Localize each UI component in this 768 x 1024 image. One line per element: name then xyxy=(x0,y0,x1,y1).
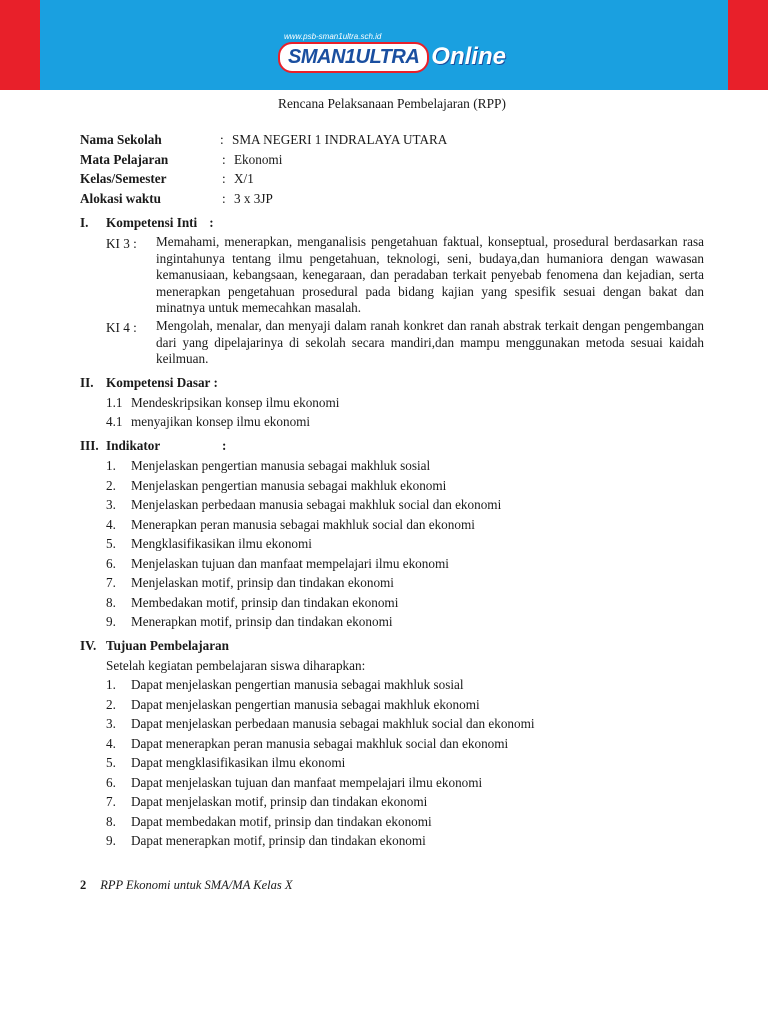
list-item: 8. Membedakan motif, prinsip dan tindakan ekonomi xyxy=(106,594,399,610)
header-banner xyxy=(0,0,768,90)
logo-url: www.psb-sman1ultra.sch.id xyxy=(284,32,382,41)
identity-row: Alokasi waktu : 3 x 3JP xyxy=(80,189,273,209)
header-red-left xyxy=(0,0,40,90)
school-logo xyxy=(278,32,506,78)
identity-row: Mata Pelajaran : Ekonomi xyxy=(80,150,282,170)
identity-row: Kelas/Semester : X/1 xyxy=(80,169,254,189)
header-red-right xyxy=(728,0,768,90)
list-item: 4. Menerapkan peran manusia sebagai makhluk social dan ekonomi xyxy=(106,516,475,532)
list-item: 4. Dapat menerapkan peran manusia sebagai makhluk social dan ekonomi xyxy=(106,735,509,751)
section-heading: II. Kompetensi Dasar : xyxy=(80,375,218,390)
page-title: Rencana Pelaksanaan Pembelajaran (RPP) xyxy=(278,96,506,111)
identity-value: Ekonomi xyxy=(234,151,283,167)
list-item: 8. Dapat membedakan motif, prinsip dan tindakan ekonomi xyxy=(106,813,432,829)
ki-item: KI 3 : Memahami, menerapkan, menganalisis pengetahuan faktual, konseptual, prosedural berdasarkan rasa ingintahunya tentang ilmu pengetahuan, teknologi, seni, budaya,dan humaniora dengan wawasan kemanusiaan, kebangsaan, kenegaraan, dan peradaban terkait penyebab fenomena dan kejadian, serta menerapkan pengetahuan prosedural pada bidang kajian yang spesifik sesuai dengan bakat dan minatnya untuk memecahkan masalah. xyxy=(106,234,704,315)
list-item: 4.1 menyajikan konsep ilmu ekonomi xyxy=(106,414,311,429)
list-item: 1.1 Mendeskripsikan konsep ilmu ekonomi xyxy=(106,394,340,410)
list-item: 7. Menjelaskan motif, prinsip dan tindakan ekonomi xyxy=(106,575,394,590)
list-item: 2. Menjelaskan pengertian manusia sebagai makhluk ekonomi xyxy=(106,477,447,493)
identity-label: Mata Pelajaran xyxy=(80,151,169,167)
list-item: 7. Dapat menjelaskan motif, prinsip dan tindakan ekonomi xyxy=(106,794,428,809)
list-item: 5. Dapat mengklasifikasikan ilmu ekonomi xyxy=(106,755,346,770)
list-item: 5. Mengklasifikasikan ilmu ekonomi xyxy=(106,536,312,551)
identity-label: Alokasi waktu xyxy=(80,190,161,206)
list-item: 2. Dapat menjelaskan pengertian manusia sebagai makhluk ekonomi xyxy=(106,696,480,712)
list-item: 6. Menjelaskan tujuan dan manfaat mempelajari ilmu ekonomi xyxy=(106,555,449,571)
section-heading: IV. Tujuan Pembelajaran xyxy=(80,638,229,653)
list-item: 3. Dapat menjelaskan perbedaan manusia sebagai makhluk social dan ekonomi xyxy=(106,716,535,731)
section-intro: Setelah kegiatan pembelajaran siswa diharapkan: xyxy=(106,657,366,673)
list-item: 1. Menjelaskan pengertian manusia sebagai makhluk sosial xyxy=(106,458,431,473)
list-item: 6. Dapat menjelaskan tujuan dan manfaat mempelajari ilmu ekonomi xyxy=(106,774,483,790)
identity-label: Kelas/Semester xyxy=(80,171,167,186)
section-heading: III. Indikator : xyxy=(80,438,227,453)
ki-item: KI 4 : Mengolah, menalar, dan menyaji dalam ranah konkret dan ranah abstrak terkait dengan pengembangan dari yang dipelajarinya di sekolah secara mandiri,dan mampu menggunakan metoda sesuai kaidah keilmuan. xyxy=(106,318,704,366)
identity-row: Nama Sekolah : SMA NEGERI 1 INDRALAYA UTARA xyxy=(80,130,447,150)
list-item: 9. Dapat menerapkan motif, prinsip dan tindakan ekonomi xyxy=(106,833,426,848)
identity-value: SMA NEGERI 1 INDRALAYA UTARA xyxy=(232,132,448,147)
list-item: 1. Dapat menjelaskan pengertian manusia sebagai makhluk sosial xyxy=(106,677,464,692)
list-item: 9. Menerapkan motif, prinsip dan tindakan ekonomi xyxy=(106,614,393,629)
identity-value: X/1 xyxy=(234,171,254,186)
page-footer xyxy=(80,878,292,893)
list-item: 3. Menjelaskan perbedaan manusia sebagai makhluk social dan ekonomi xyxy=(106,497,502,512)
identity-label: Nama Sekolah xyxy=(80,132,162,147)
logo-brand: SMAN1ULTRA xyxy=(278,42,429,73)
footer-text: RPP Ekonomi untuk SMA/MA Kelas X xyxy=(100,878,293,892)
section-heading: I. Kompetensi Inti : xyxy=(80,215,214,230)
identity-value: 3 x 3JP xyxy=(234,190,273,206)
page-number: 2 xyxy=(80,878,87,892)
logo-online: Online xyxy=(431,43,506,70)
